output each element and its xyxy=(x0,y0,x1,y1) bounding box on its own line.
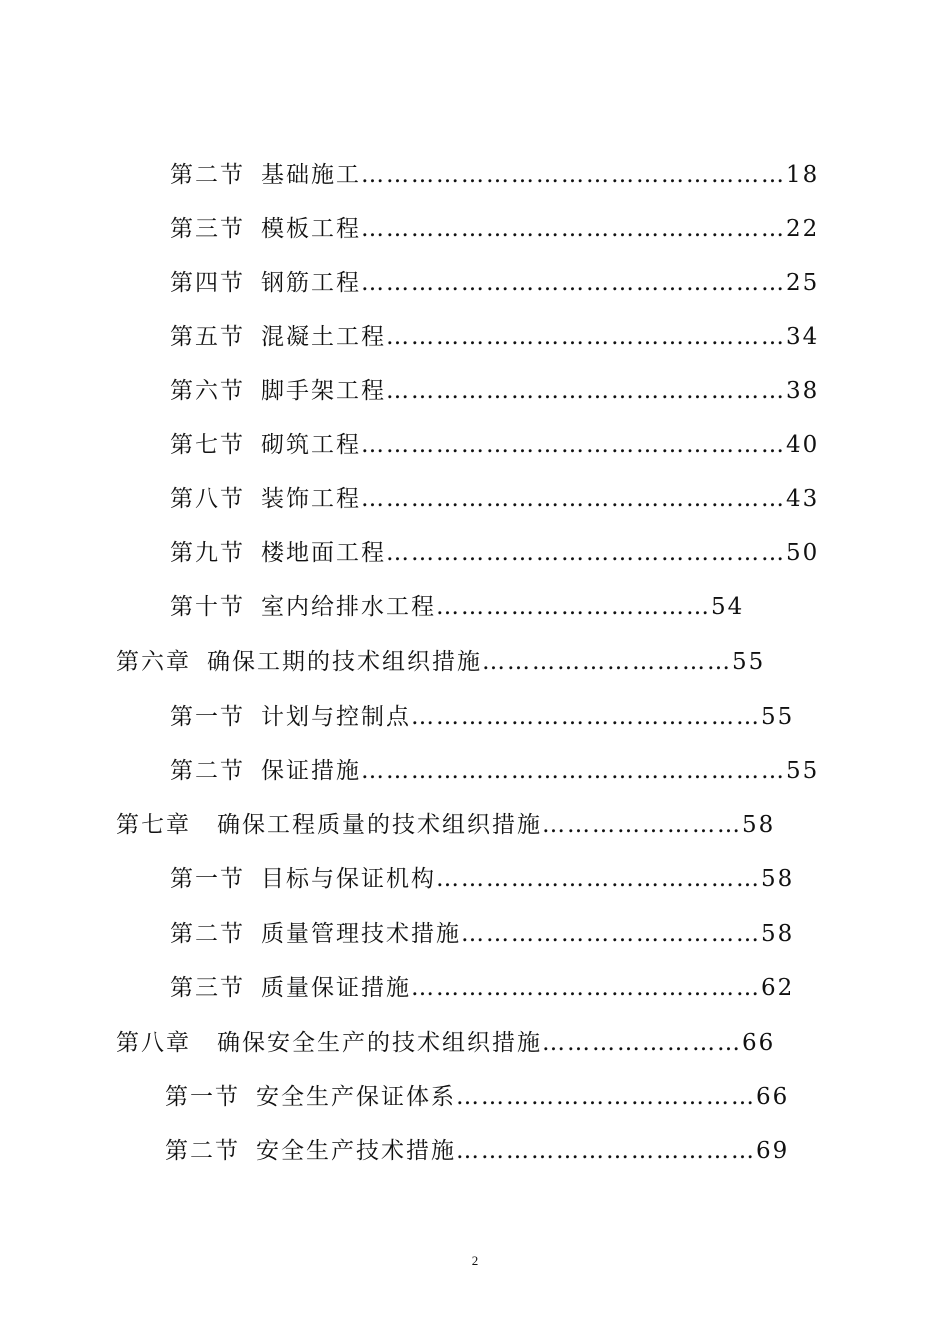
toc-entry[interactable] xyxy=(170,320,819,354)
toc-entry-leader: ………………………………………… xyxy=(386,324,786,350)
toc-entry-title: 安全生产技术措施 xyxy=(256,1138,456,1164)
toc-entry-leader: …………………………………… xyxy=(411,704,761,730)
toc-entry-number: 第二节 xyxy=(170,162,245,188)
toc-entry-leader: …………………………………… xyxy=(411,975,761,1001)
toc-chapter-page: 66 xyxy=(742,1030,776,1056)
toc-chapter-number: 第八章 xyxy=(116,1030,191,1056)
toc-entry-number: 第八节 xyxy=(170,486,245,512)
toc-entry-page: 38 xyxy=(786,378,820,404)
toc-entry-page: 54 xyxy=(711,594,745,620)
toc-chapter-title: 确保安全生产的技术组织措施 xyxy=(217,1030,542,1056)
toc-entry-leader: ………………………………………… xyxy=(386,378,786,404)
toc-chapter-title: 确保工期的技术组织措施 xyxy=(207,649,482,675)
toc-chapter[interactable] xyxy=(116,1026,775,1060)
toc-entry-leader: …………………………………………… xyxy=(361,432,786,458)
toc-entry-leader: ………………………………………… xyxy=(386,540,786,566)
toc-entry[interactable] xyxy=(170,862,794,896)
toc-entry-number: 第七节 xyxy=(170,432,245,458)
toc-entry[interactable] xyxy=(170,536,819,570)
toc-entry-page: 25 xyxy=(786,270,820,296)
toc-entry-leader: …………………………………………… xyxy=(361,758,786,784)
toc-entry-page: 40 xyxy=(786,432,820,458)
toc-entry-page: 58 xyxy=(761,866,795,892)
toc-entry-number: 第六节 xyxy=(170,378,245,404)
toc-chapter-number: 第七章 xyxy=(116,812,191,838)
toc-entry-page: 50 xyxy=(786,540,820,566)
toc-entry-title: 保证措施 xyxy=(261,758,361,784)
toc-entry-title: 基础施工 xyxy=(261,162,361,188)
toc-entry-page: 55 xyxy=(786,758,820,784)
toc-entry[interactable] xyxy=(170,266,819,300)
toc-entry-page: 69 xyxy=(756,1138,790,1164)
toc-entry-number: 第一节 xyxy=(165,1084,240,1110)
toc-entry-number: 第二节 xyxy=(165,1138,240,1164)
toc-entry-number: 第十节 xyxy=(170,594,245,620)
toc-entry-title: 质量管理技术措施 xyxy=(261,921,461,947)
toc-entry-number: 第五节 xyxy=(170,324,245,350)
toc-entry-number: 第三节 xyxy=(170,975,245,1001)
toc-entry[interactable] xyxy=(170,158,819,192)
toc-entry-title: 脚手架工程 xyxy=(261,378,386,404)
toc-chapter-leader: ………………………… xyxy=(482,649,732,675)
page-number: 2 xyxy=(471,1253,479,1268)
toc-entry-number: 第二节 xyxy=(170,758,245,784)
toc-entry[interactable] xyxy=(170,212,819,246)
toc-entry-leader: …………………………………………… xyxy=(361,162,786,188)
toc-entry-page: 58 xyxy=(761,921,795,947)
toc-entry-leader: ………………………………… xyxy=(436,866,761,892)
toc-entry-leader: ……………………………… xyxy=(456,1084,756,1110)
toc-entry-title: 砌筑工程 xyxy=(261,432,361,458)
toc-entry-page: 22 xyxy=(786,216,820,242)
toc-entry-title: 钢筋工程 xyxy=(261,270,361,296)
toc-entry[interactable] xyxy=(165,1080,789,1114)
toc-entry-leader: ……………………………… xyxy=(461,921,761,947)
toc-entry-title: 楼地面工程 xyxy=(261,540,386,566)
toc-entry-page: 62 xyxy=(761,975,795,1001)
toc-chapter-leader: …………………… xyxy=(542,812,742,838)
toc-entry-page: 34 xyxy=(786,324,820,350)
toc-chapter-title: 确保工程质量的技术组织措施 xyxy=(217,812,542,838)
toc-chapter-number: 第六章 xyxy=(116,649,191,675)
toc-entry-number: 第二节 xyxy=(170,921,245,947)
toc-entry-leader: …………………………………………… xyxy=(361,486,786,512)
toc-entry-title: 混凝土工程 xyxy=(261,324,386,350)
toc-entry[interactable] xyxy=(170,482,819,516)
toc-entry-leader: …………………………… xyxy=(436,594,711,620)
toc-entry-number: 第三节 xyxy=(170,216,245,242)
toc-entry-title: 目标与保证机构 xyxy=(261,866,436,892)
toc-entry[interactable] xyxy=(170,754,819,788)
toc-entry-page: 18 xyxy=(786,162,820,188)
toc-entry-title: 计划与控制点 xyxy=(261,704,411,730)
toc-chapter-page: 58 xyxy=(742,812,776,838)
toc-entry-number: 第一节 xyxy=(170,704,245,730)
toc-entry-leader: ……………………………… xyxy=(456,1138,756,1164)
toc-entry[interactable] xyxy=(170,700,794,734)
toc-chapter-leader: …………………… xyxy=(542,1030,742,1056)
toc-entry-number: 第一节 xyxy=(170,866,245,892)
toc-entry-title: 安全生产保证体系 xyxy=(256,1084,456,1110)
toc-entry-title: 模板工程 xyxy=(261,216,361,242)
toc-entry-number: 第九节 xyxy=(170,540,245,566)
toc-entry-page: 66 xyxy=(756,1084,790,1110)
toc-entry-title: 装饰工程 xyxy=(261,486,361,512)
toc-entry-title: 质量保证措施 xyxy=(261,975,411,1001)
toc-entry[interactable] xyxy=(170,374,819,408)
toc-chapter[interactable] xyxy=(116,645,765,679)
toc-entry[interactable] xyxy=(170,917,794,951)
toc-entry-leader: …………………………………………… xyxy=(361,270,786,296)
toc-entry-number: 第四节 xyxy=(170,270,245,296)
toc-entry[interactable] xyxy=(170,590,744,624)
toc-entry-title: 室内给排水工程 xyxy=(261,594,436,620)
toc-chapter[interactable] xyxy=(116,808,775,842)
toc-entry[interactable] xyxy=(170,428,819,462)
toc-entry[interactable] xyxy=(165,1134,789,1168)
toc-chapter-page: 55 xyxy=(732,649,766,675)
toc-entry[interactable] xyxy=(170,971,794,1005)
toc-entry-page: 43 xyxy=(786,486,820,512)
toc-entry-page: 55 xyxy=(761,704,795,730)
toc-entry-leader: …………………………………………… xyxy=(361,216,786,242)
